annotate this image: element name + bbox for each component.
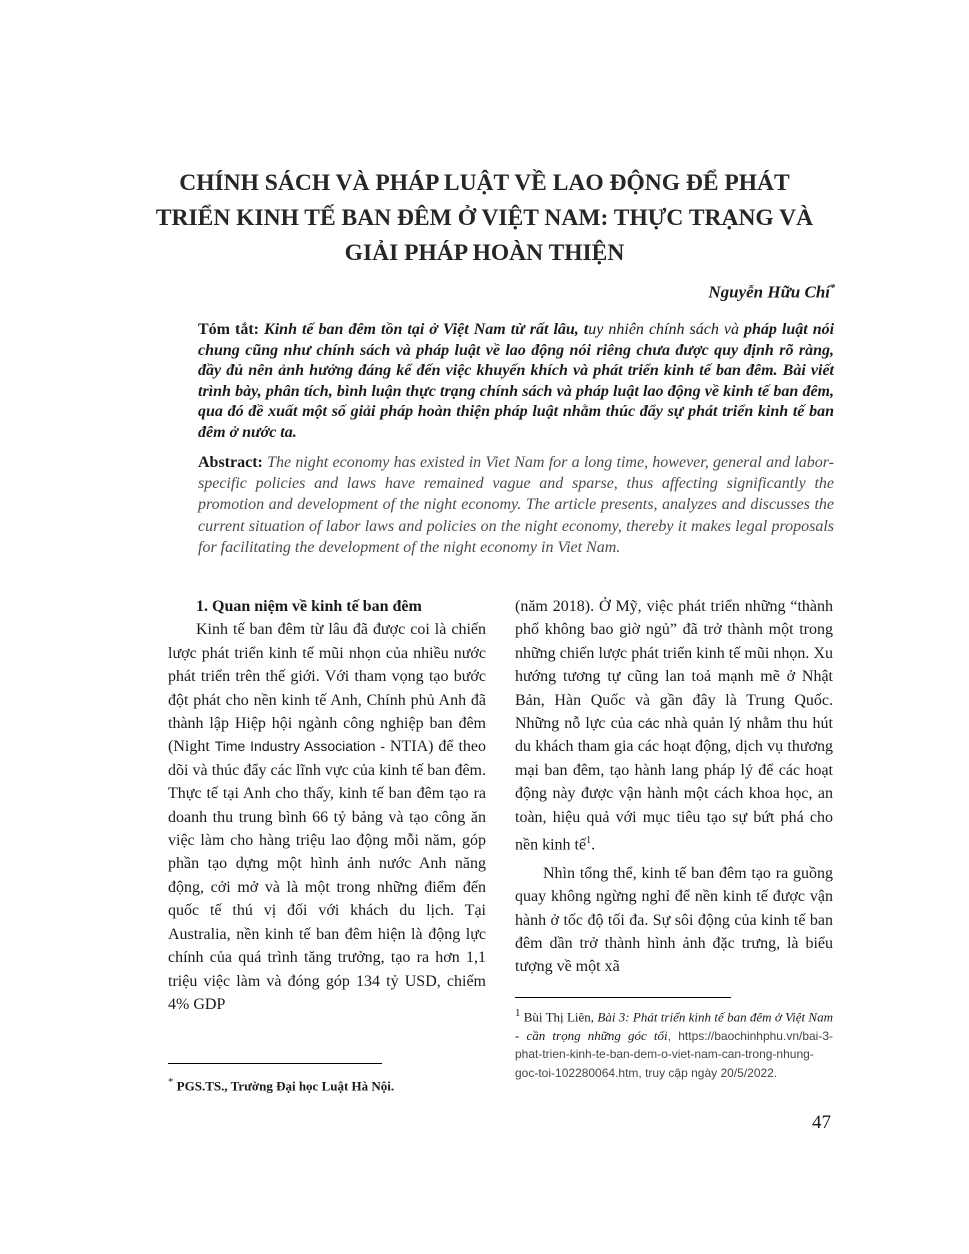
abstract-en-text: The night economy has existed in Viet Nam for a long time, however, general and labor-specific policies and laws have remained vague and sparse, thus affecting significantly the promotion and development of the night economy. The article presents, analyzes and discusses the current situation of labor laws and policies on the night economy, thereby it makes legal proposals for facilitating the development of the night economy in Viet Nam. (198, 454, 835, 556)
footnote-author (168, 1073, 486, 1096)
right-p1-text-a: (năm 2018). Ở Mỹ, việc phát triển những “thành phố không bao giờ ngủ” đã trở thành một trong những chiến lược phát triển kinh tế mũi nhọn. Xu hướng tương tự cũng lan toả mạnh mẽ ở Nhật Bản, Hàn Quốc và gần đây là Trung Quốc. Những nỗ lực của (515, 598, 833, 733)
footnote-author-mark: * (168, 1076, 174, 1088)
abstract-vietnamese (198, 320, 834, 443)
abstract-vi-text-rest: pháp luật nói chung cũng như chính sách và pháp luật về lao động nói riêng chưa được quy định rõ ràng, đầy đủ nên ảnh hưởng đáng kể đến việc khuyến khích và phát triển kinh tế ban đêm. Bài viết trình bày, phân tích, bình luận thực trạng chính sách và pháp luật lao động về kinh tế ban đêm, qua đó đề xuất một số giải pháp hoàn thiện pháp luật nhằm thúc đẩy sự phát triển kinh tế ban đêm ở nước ta. (198, 321, 835, 441)
footnote-1-link[interactable]: , https://baochinhphu.vn/bai-3-phat-trien-kinh-te-ban-dem-o-viet-nam-can-trong-nhung-goc-toi-102280064.htm, truy cập ngày 20/5/2022. (515, 1028, 834, 1080)
abstract-english (198, 452, 834, 558)
footnote-1-title: Bài 3: Phát triển kinh tế ban đêm ở Việt Nam - cần trọng những góc tối (515, 1009, 833, 1043)
footnote-author-text: PGS.TS., Trường Đại học Luật Hà Nội. (173, 1078, 395, 1094)
right-p1-text-b: các (637, 715, 660, 732)
abstract-en-label: Abstract: (198, 454, 263, 471)
right-column-paragraph-1 (515, 595, 833, 857)
abstract-vi-text: Kinh tế ban đêm tồn tại ở Việt Nam từ rất lâu, t (264, 321, 589, 338)
article-title: CHÍNH SÁCH VÀ PHÁP LUẬT VỀ LAO ĐỘNG ĐỂ PHÁT TRIỂN KINH TẾ BAN ĐÊM Ở VIỆT NAM: THỰC TRẠNG VÀ GIẢI PHÁP HOÀN THIỆN (155, 170, 814, 266)
left-paragraph-text-2: Time Industry Association - (214, 738, 390, 755)
abstract-vi-text-light: uy nhiên chính sách và (588, 321, 739, 338)
author-name-text: Nguyễn Hữu Chí (708, 282, 830, 302)
right-column (515, 595, 833, 979)
footnote-1 (515, 1004, 833, 1082)
left-paragraph-text-1: Kinh tế ban đêm từ lâu đã được coi là chiến lược phát triển kinh tế mũi nhọn của nhiều nước phát triển trên thế giới. Với tham vọng tạo bước đột phát cho nền kinh tế Anh, Chính phủ Anh đã thành lập Hiệp hội ngành công nghiệp ban đêm (Night (168, 621, 486, 756)
footnote-1-mark: 1 (515, 1007, 521, 1019)
footnote-reference-1[interactable]: 1 (586, 835, 592, 847)
abstract-vi-label: Tóm tắt: (198, 321, 260, 338)
author-footnote-mark: * (830, 283, 835, 294)
author-name (708, 278, 835, 304)
footnote-1-lead: Bùi Thị Liên, (520, 1009, 598, 1025)
page-number: 47 (812, 1112, 831, 1133)
left-paragraph-text-3: NTIA) để theo dõi và thúc đẩy các lĩnh vực của kinh tế ban đêm. Thực tế tại Anh cho thấy, kinh tế ban đêm tạo ra doanh thu trung bình 66 tỷ bảng và tạo công ăn việc làm cho hàng triệu lao động mỗi năm, góp phần tạo dựng một hình ảnh nước Anh năng động, cởi mở và là một trong những điểm đến quốc tế thú vị đối với khách du lịch. Tại Australia, nền kinh tế ban đêm hiện là động lực chính của quá trình tăng trưởng, tạo ra hơn 1,1 triệu việc làm và đóng góp 134 tỷ USD, chiếm 4% GDP (168, 738, 486, 1013)
section-heading: 1. Quan niệm về kinh tế ban đêm (196, 598, 422, 615)
footnote-divider-left (168, 1063, 382, 1064)
left-column-paragraph (168, 618, 486, 1016)
footnote-divider-right (515, 997, 731, 998)
right-column-paragraph-2: Nhìn tổng thể, kinh tế ban đêm tạo ra guồng quay không ngừng nghỉ để nền kinh tế được vận hành ở tốc độ tối đa. Sự sôi động của kinh tế ban đêm dần trở thành hình ảnh đặc trưng, là biểu tượng về một xã (515, 864, 833, 976)
right-p1-text-c: nhà quản lý nhằm thu hút du khách tham gia các hoạt động, dịch vụ thương mại ban đêm, tạo hành lang pháp lý để các hoạt động này được vận hành một cách khoa học, an toàn, hiệu quả với mục tiêu tạo sự bứt phá cho nền kinh tế (515, 715, 833, 854)
right-p1-text-end: . (591, 836, 596, 854)
left-column (168, 595, 486, 1016)
